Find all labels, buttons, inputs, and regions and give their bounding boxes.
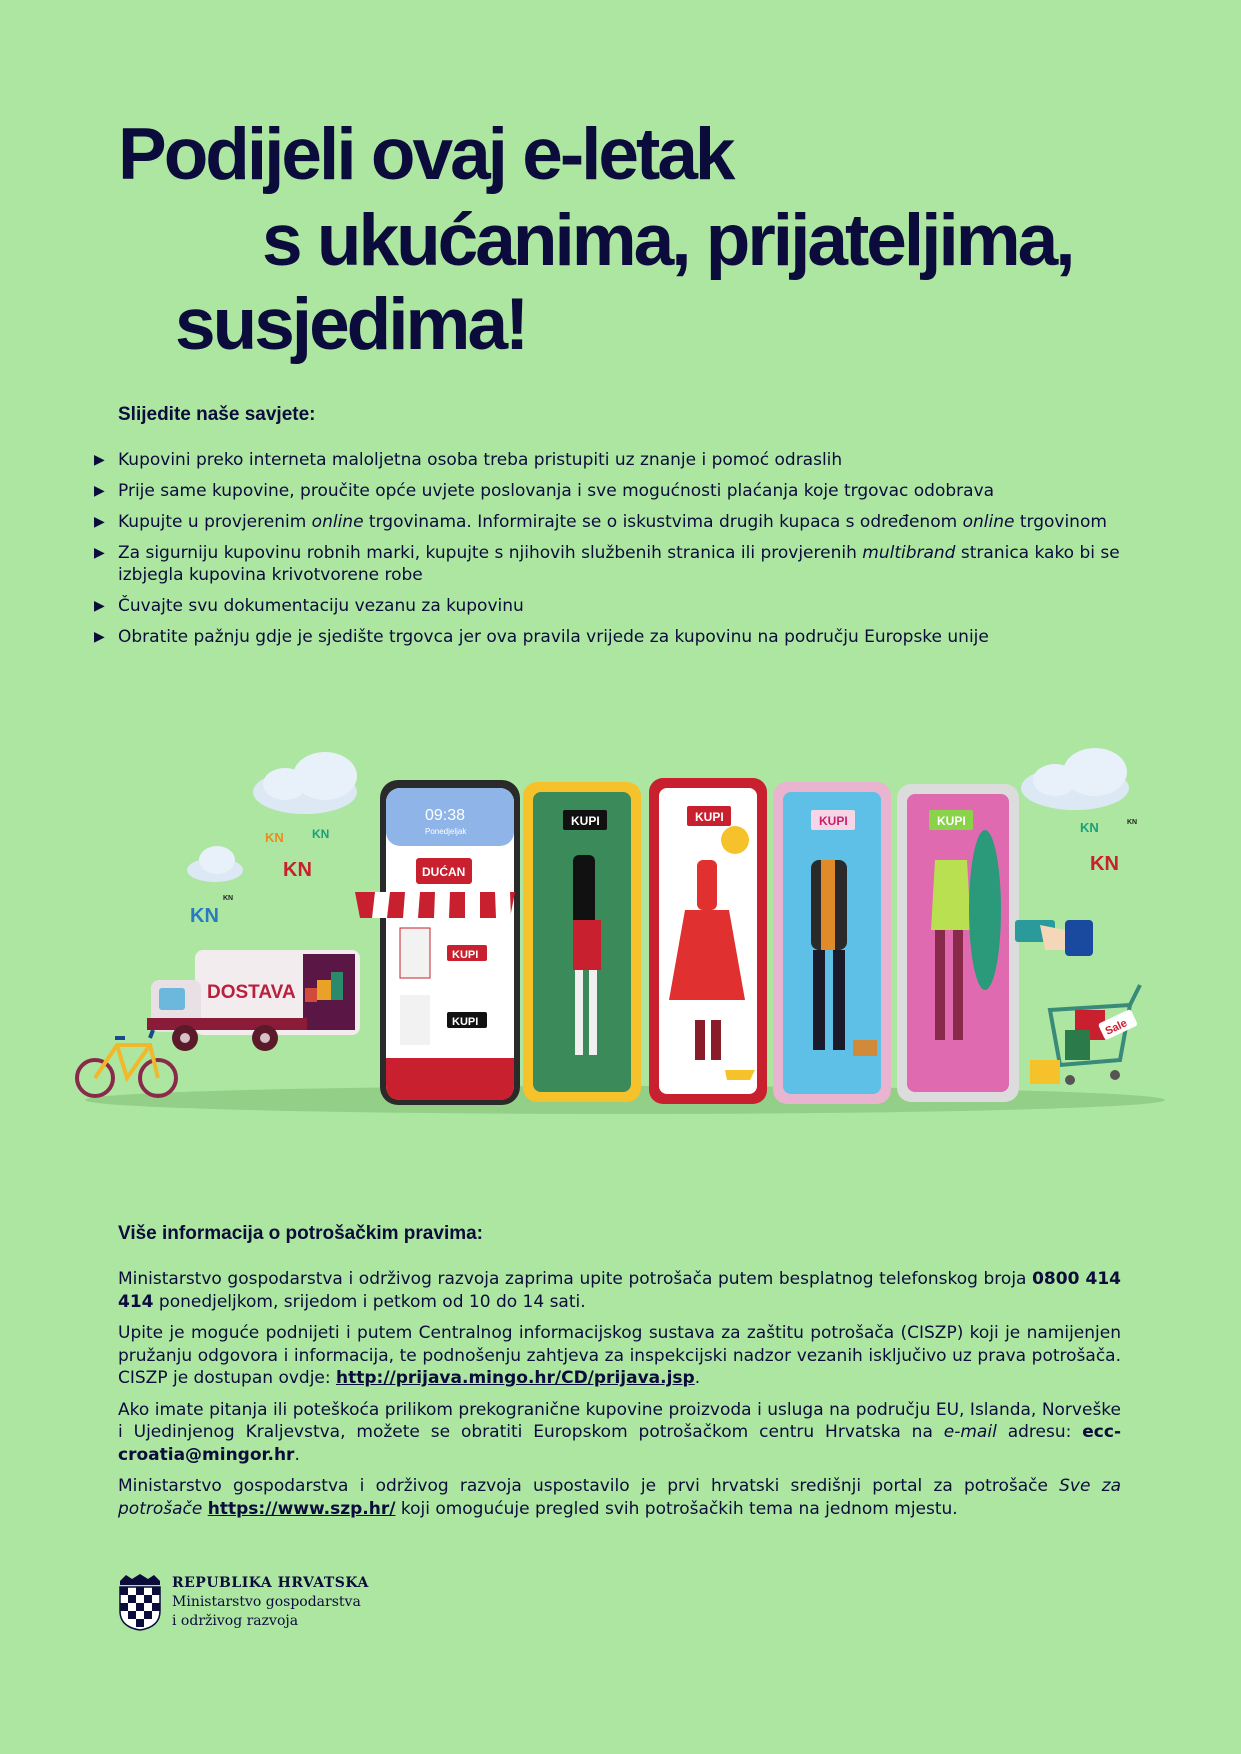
phone-day: Ponedjeljak	[425, 827, 467, 836]
bullet-arrow-icon: ▶	[94, 483, 105, 499]
tip-text: Obratite pažnju gdje je sjedište trgovca jer ova pravila vrijede za kupovinu na području Europske unije	[118, 627, 989, 647]
bullet-arrow-icon: ▶	[94, 598, 105, 614]
headline-line-3: susjedima!	[175, 284, 527, 365]
emphasis-text: 0800 414 414	[118, 1269, 1122, 1312]
bullet-arrow-icon: ▶	[94, 545, 105, 561]
currency-label: KN	[283, 859, 312, 881]
tip-text: Čuvajte svu dokumentaciju vezanu za kupovinu	[118, 596, 524, 616]
tip-item	[94, 595, 1124, 617]
bullet-arrow-icon: ▶	[94, 629, 105, 645]
logo-ministry-line-2: i održivog razvoja	[172, 1613, 299, 1629]
cloud-icon	[187, 846, 243, 882]
shopping-cart-icon	[1030, 985, 1140, 1085]
online-shopping-illustration	[55, 740, 1190, 1120]
headline-line-2: s ukućanima, prijateljima,	[262, 200, 1073, 281]
info-link[interactable]: http://prijava.mingo.hr/CD/prijava.jsp	[336, 1368, 695, 1388]
croatian-coat-of-arms-icon	[118, 1573, 162, 1631]
sale-tag: Sale	[1103, 1017, 1130, 1038]
cloud-icon	[253, 752, 357, 814]
info-paragraph: Ako imate pitanja ili poteškoća prilikom prekogranične kupovine proizvoda i usluga na području EU, Islanda, Norveške i Ujedinjenog Kraljevstva, možete se obratiti Europskom potrošačkom centru Hrvatska na e-mail adresu: ecc-croatia@mingor.hr.	[118, 1399, 1122, 1465]
info-paragraph: Ministarstvo gospodarstva i održivog razvoja uspostavilo je prvi hrvatski središnji portal za potrošače Sve za potrošače https://www.szp.hr/ koji omogućuje pregled svih potrošačkih tema na jednom mjestu.	[118, 1476, 1121, 1519]
currency-label: KN	[190, 905, 219, 927]
italic-text: Sve za potrošače	[118, 1476, 1121, 1519]
italic-text: multibrand	[862, 543, 956, 563]
buy-label: KUPI	[819, 814, 848, 828]
bullet-arrow-icon: ▶	[94, 452, 105, 468]
currency-label: KN	[312, 827, 330, 841]
shop-panel	[773, 782, 891, 1104]
buy-label: KUPI	[571, 814, 600, 828]
hand-card-icon	[1015, 920, 1093, 956]
tip-item	[94, 480, 1124, 502]
tip-text: Kupujte u provjerenim online trgovinama. Informirajte se o iskustvima drugih kupaca s određenom online trgovinom	[118, 512, 1107, 532]
buy-label: KUPI	[937, 814, 966, 828]
tip-text: Prije same kupovine, proučite opće uvjete poslovanja i sve mogućnosti plaćanja koje trgovac odobrava	[118, 481, 995, 501]
emphasis-text: ecc-croatia@mingor.hr	[118, 1422, 1122, 1465]
tips-list	[94, 449, 1124, 657]
info-paragraph: Ministarstvo gospodarstva i održivog razvoja zaprima upite potrošača putem besplatnog telefonskog broja 0800 414 414 ponedjeljkom, srijedom i petkom od 10 do 14 sati.	[118, 1269, 1122, 1312]
buy-label: KUPI	[452, 949, 479, 961]
shop-panel	[649, 778, 767, 1104]
italic-text: online	[311, 512, 364, 532]
tip-text: Kupovini preko interneta maloljetna osoba treba pristupiti uz znanje i pomoć odraslih	[118, 450, 843, 470]
tips-title: Slijedite naše savjete:	[118, 404, 316, 425]
tip-text: Za sigurniju kupovinu robnih marki, kupujte s njihovih službenih stranica ili provjerenih multibrand stranica kako bi se izbjegla kupovina krivotvorene robe	[118, 543, 1120, 585]
headline-line-1: Podijeli ovaj e-letak	[118, 114, 733, 195]
cloud-icon	[1021, 748, 1129, 810]
shop-sign: DUĆAN	[422, 865, 466, 879]
truck-label: DOSTAVA	[207, 982, 296, 1003]
buy-label: KUPI	[695, 810, 724, 824]
bullet-arrow-icon: ▶	[94, 514, 105, 530]
bicycle-icon	[77, 1030, 176, 1096]
tip-item	[94, 626, 1124, 648]
tip-item	[94, 449, 1124, 471]
info-title: Više informacija o potrošačkim pravima:	[118, 1223, 484, 1244]
info-paragraph: Upite je moguće podnijeti i putem Centralnog informacijskog sustava za zaštitu potrošača (CISZP) koji je namijenjen pružanju odgovora i informacija, te podnošenju zahtjeva za inspekcijski nadzor vezanih isključivo uz prava potrošača. CISZP je dostupan ovdje: http://prijava.mingo.hr/CD/prijava.jsp.	[118, 1323, 1121, 1388]
info-section	[118, 1268, 1121, 1529]
currency-label: KN	[223, 895, 234, 902]
tip-item	[94, 511, 1124, 533]
shop-panel	[523, 782, 641, 1102]
currency-label: KN	[265, 830, 284, 845]
italic-text: online	[962, 512, 1015, 532]
ministry-logo	[118, 1573, 369, 1631]
phone-shop-icon	[355, 780, 520, 1105]
delivery-truck-icon	[147, 950, 360, 1051]
logo-country: REPUBLIKA HRVATSKA	[172, 1575, 369, 1591]
tip-item	[94, 542, 1124, 586]
italic-text: e-mail	[943, 1422, 997, 1442]
currency-label: KN	[1080, 820, 1099, 835]
buy-label: KUPI	[452, 1016, 479, 1028]
shop-panel	[897, 784, 1019, 1102]
phone-time: 09:38	[425, 807, 466, 824]
currency-label: KN	[1090, 853, 1119, 875]
currency-label: KN	[1127, 819, 1138, 826]
info-link[interactable]: https://www.szp.hr/	[207, 1498, 396, 1519]
logo-ministry-line-1: Ministarstvo gospodarstva	[172, 1594, 361, 1610]
